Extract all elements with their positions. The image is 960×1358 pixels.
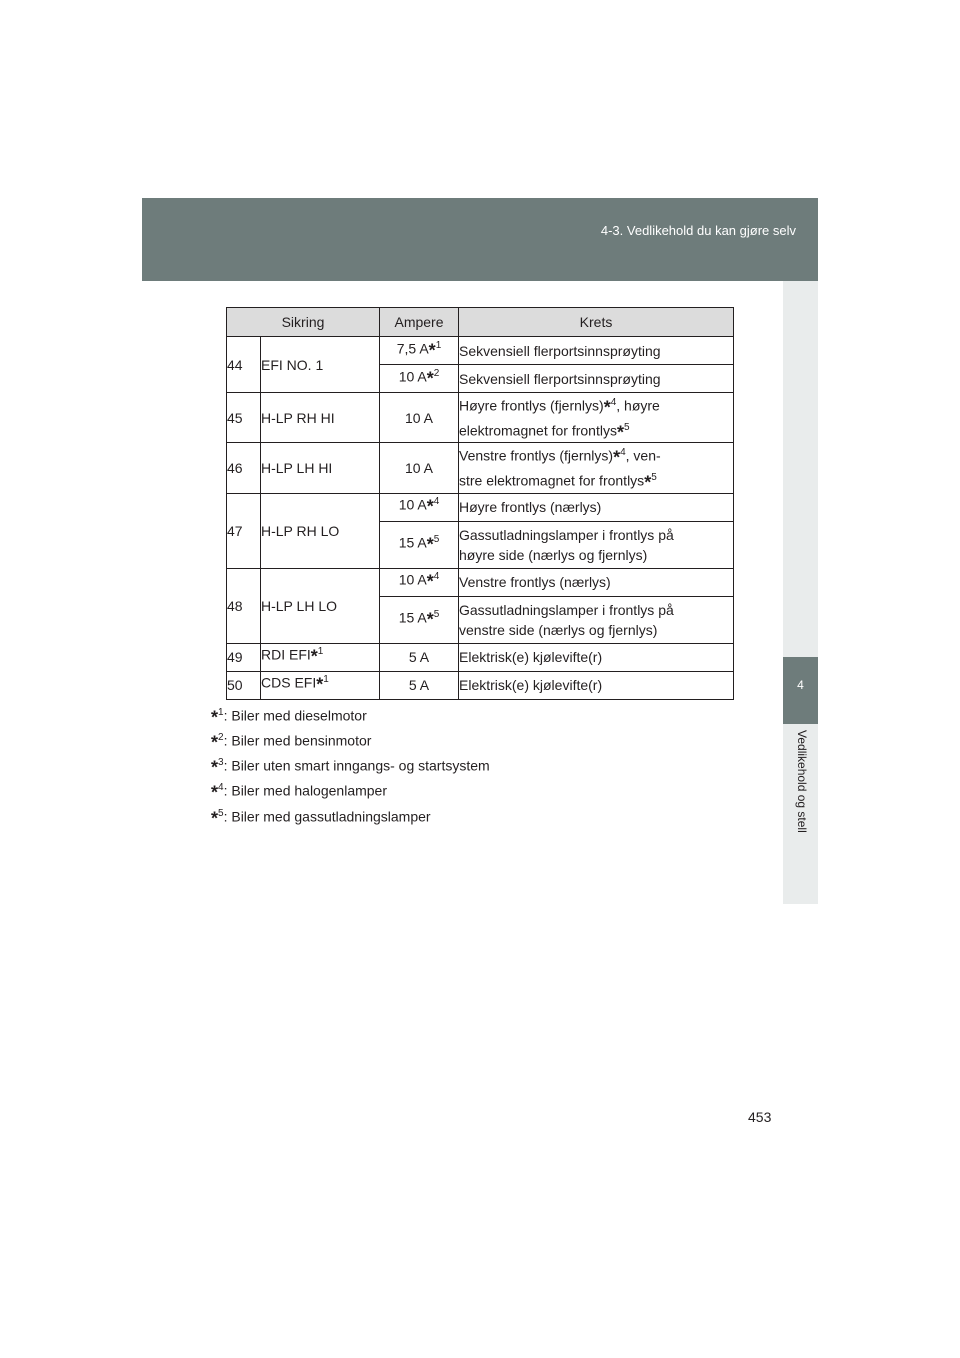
table-row <box>227 393 734 443</box>
fuse-ampere: 5 A <box>380 671 459 699</box>
table-row <box>227 493 734 521</box>
fuse-ampere: 15 A*$^5$ <box>380 521 459 568</box>
fuse-ampere: 10 A*$^4$ <box>380 568 459 596</box>
fuse-name: H-LP RH HI <box>261 393 380 443</box>
table-row <box>227 643 734 671</box>
fuse-number: 46 <box>227 443 261 493</box>
fuse-circuit: Sekvensiell flerportsinnsprøyting <box>459 337 734 365</box>
fuse-ampere: 10 A <box>380 393 459 443</box>
footnote: *$^1$: Biler med dieselmotor <box>211 707 367 728</box>
footnotes <box>211 703 490 829</box>
fuse-circuit: Gassutladningslamper i frontlys på venstre side (nærlys og fjernlys) <box>459 596 734 643</box>
fuse-circuit: Elektrisk(e) kjølevifte(r) <box>459 671 734 699</box>
fuse-ampere: 7,5 A*$^1$ <box>380 337 459 365</box>
col-header-ampere: Ampere <box>380 308 459 337</box>
footnote: *$^4$: Biler med halogenlamper <box>211 782 387 804</box>
fuse-name: EFI NO. 1 <box>261 337 380 393</box>
fuse-ampere: 10 A*$^2$ <box>380 365 459 393</box>
side-tab-upper <box>783 281 818 657</box>
fuse-circuit: Sekvensiell flerportsinnsprøyting <box>459 365 734 393</box>
section-header-band <box>142 198 818 281</box>
fuse-table <box>226 307 734 700</box>
chapter-number-tab: 4 <box>783 657 818 724</box>
fuse-ampere: 5 A <box>380 643 459 671</box>
fuse-number: 47 <box>227 493 261 568</box>
fuse-circuit: Elektrisk(e) kjølevifte(r) <box>459 643 734 671</box>
fuse-number: 44 <box>227 337 261 393</box>
col-header-circuit: Krets <box>459 308 734 337</box>
fuse-circuit: Gassutladningslamper i frontlys på høyre side (nærlys og fjernlys) <box>459 521 734 568</box>
fuse-number: 48 <box>227 568 261 643</box>
fuse-name: H-LP RH LO <box>261 493 380 568</box>
footnote: *$^2$: Biler med bensinmotor <box>211 732 372 753</box>
col-header-fuse: Sikring <box>227 308 380 337</box>
footnote: *$^5$: Biler med gassutladningslamper <box>211 807 431 829</box>
table-header-row <box>227 308 734 337</box>
page-number: 453 <box>748 1109 772 1125</box>
fuse-circuit: Venstre frontlys (fjernlys)*$^4$, ven- stre elektromagnet for frontlys*$^5$ <box>459 443 734 493</box>
table-row <box>227 671 734 699</box>
fuse-number: 50 <box>227 671 261 699</box>
table-row <box>227 337 734 365</box>
table-row <box>227 568 734 596</box>
fuse-ampere: 10 A <box>380 443 459 493</box>
footnote: *$^3$: Biler uten smart inngangs- og startsystem <box>211 757 490 778</box>
fuse-circuit: Høyre frontlys (nærlys) <box>459 493 734 521</box>
section-title: 4-3. Vedlikehold du kan gjøre selv <box>600 223 796 238</box>
chapter-label: Vedlikehold og stell <box>795 730 809 833</box>
fuse-number: 49 <box>227 643 261 671</box>
fuse-circuit: Høyre frontlys (fjernlys)*$^4$, høyre elektromagnet for frontlys*$^5$ <box>459 393 734 443</box>
fuse-name: RDI EFI*$^1$ <box>261 643 380 671</box>
fuse-name: H-LP LH LO <box>261 568 380 643</box>
fuse-name: H-LP LH HI <box>261 443 380 493</box>
fuse-ampere: 10 A*$^4$ <box>380 493 459 521</box>
fuse-name: CDS EFI*$^1$ <box>261 671 380 699</box>
fuse-circuit: Venstre frontlys (nærlys) <box>459 568 734 596</box>
table-row <box>227 443 734 493</box>
fuse-ampere: 15 A*$^5$ <box>380 596 459 643</box>
fuse-number: 45 <box>227 393 261 443</box>
